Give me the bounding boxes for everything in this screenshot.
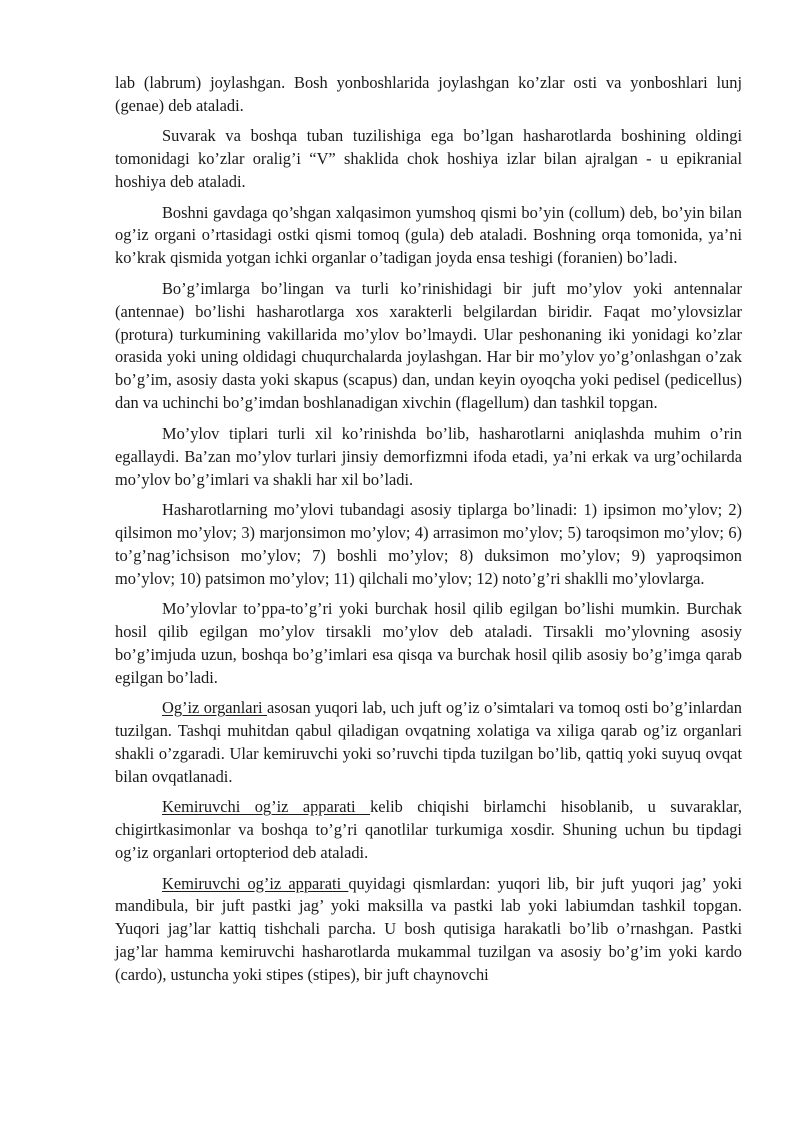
paragraph-7 (115, 598, 742, 690)
paragraph-3 (115, 202, 742, 271)
paragraph-1-text: lab (labrum) joylashgan. Bosh yonboshlarida joylashgan ko’zlar osti va yonboshlari lunj (genae) deb ataladi. (115, 73, 742, 115)
document-page (115, 72, 742, 995)
paragraph-5 (115, 423, 742, 492)
paragraph-2-text: Suvarak va boshqa tuban tuzilishiga ega bo’lgan hasharotlarda boshining oldingi tomonidagi ko’zlar oralig’i “V” shaklida chok hoshiya izlar bilan ajralgan - u epikranial hoshiya deb ataladi. (115, 126, 742, 192)
paragraph-10-underlined-term: Kemiruvchi og’iz apparati (162, 873, 349, 893)
paragraph-3-text: Boshni gavdaga qo’shgan xalqasimon yumshoq qismi bo’yin (collum) deb, bo’yin bilan og’iz organi o’rtasidagi ostki qismi tomoq (gula) deb ataladi. Boshning orqa tomonida, ya’ni ko’krak qismida yotgan ichki organlar o’tadigan joyda ensa teshigi (foranien) bo’ladi. (115, 202, 742, 268)
paragraph-4-text: Bo’g’imlarga bo’lingan va turli ko’rinishidagi bir juft mo’ylov yoki antennalar (antennae) bo’lishi hasharotlarga xos xarakterli belgilardan biridir. Faqat mo’ylovsizlar (protura) turkumining vakillarida mo’ylov bo’lmaydi. Ular peshonaning iki yonidagi ko’zlar orasida yoki uning oldidagi chuqurchalarda joylashgan. Har bir mo’ylov yo’g’onlashgan o’zak bo’g’im, asosiy dasta yoki skapus (scapus) dan, undan keyin oyoqcha yoki pedisel (pedicellus) dan va uchinchi bo’g’imdan boshlanadigan xivchin (flagellum) dan tashkil topgan. (115, 278, 742, 413)
paragraph-6 (115, 499, 742, 591)
paragraph-8-underlined-term: Og’iz organlari (162, 698, 267, 718)
paragraph-10-text: quyidagi qismlardan: yuqori lib, bir juft yuqori jag’ yoki mandibula, bir juft pastki jag’ yoki maksilla va pastki lab yoki labiumdan tashkil topgan. Yuqori jag’lar kattiq tishchali parcha. U bosh qutisiga harakatli bo’lib o’rnashgan. Pastki jag’lar hamma kemiruvchi hasharotlarda mukammal tuzilgan va asosiy bo’g’im yoki kardo (cardo), ustuncha yoki stipes (stipes), bir juft chaynovchi (115, 873, 743, 985)
paragraph-8 (115, 697, 742, 789)
paragraph-9 (115, 796, 742, 865)
paragraph-2 (115, 125, 742, 194)
paragraph-10 (115, 873, 742, 988)
paragraph-9-underlined-term: Kemiruvchi og’iz apparati (162, 797, 371, 817)
paragraph-4 (115, 278, 742, 415)
paragraph-9-text: kelib chiqishi birlamchi hisoblanib, u suvaraklar, chigirtkasimonlar va boshqa to’g’ri qanotlilar turkumiga xosdir. Shuning uchun bu tipdagi og’iz organlari ortopteriod deb ataladi. (115, 797, 742, 863)
paragraph-6-text: Hasharotlarning mo’ylovi tubandagi asosiy tiplarga bo’linadi: 1) ipsimon mo’ylov; 2) qilsimon mo’ylov; 3) marjonsimon mo’ylov; 4) arrasimon mo’ylov; 5) taroqsimon mo’ylov; 6) to’g’nag’ichsison mo’ylov; 7) boshli mo’ylov; 8) duksimon mo’ylov; 9) yaproqsimon mo’ylov; 10) patsimon mo’ylov; 11) qilchali mo’ylov; 12) noto’g’ri shaklli mo’ylovlarga. (115, 499, 742, 588)
paragraph-1 (115, 72, 742, 118)
paragraph-5-text: Mo’ylov tiplari turli xil ko’rinishda bo’lib, hasharotlarni aniqlashda muhim o’rin egallaydi. Ba’zan mo’ylov turlari jinsiy demorfizmni ifoda etadi, ya’ni erkak va urg’ochilarda mo’ylov bo’g’imlari va shakli har xil bo’ladi. (115, 423, 742, 489)
paragraph-8-text: asosan yuqori lab, uch juft og’iz o’simtalari va tomoq osti bo’g’inlardan tuzilgan. Tashqi muhitdan qabul qiladigan ovqatning xolatiga va xiliga qarab og’iz organlari shakli o’zgaradi. Ular kemiruvchi yoki so’ruvchi tipda tuzilgan bo’lib, qattiq yoki suyuq ovqat bilan ovqatlanadi. (115, 698, 742, 786)
paragraph-7-text: Mo’ylovlar to’ppa-to’g’ri yoki burchak hosil qilib egilgan bo’lishi mumkin. Burchak hosil qilib egilgan mo’ylov tirsakli mo’ylov deb ataladi. Tirsakli mo’ylovning asosiy bo’g’imjuda uzun, boshqa bo’g’imlari esa qisqa va burchak hosil qilib asosiy bo’g’imga qarab egilgan bo’ladi. (115, 599, 742, 687)
